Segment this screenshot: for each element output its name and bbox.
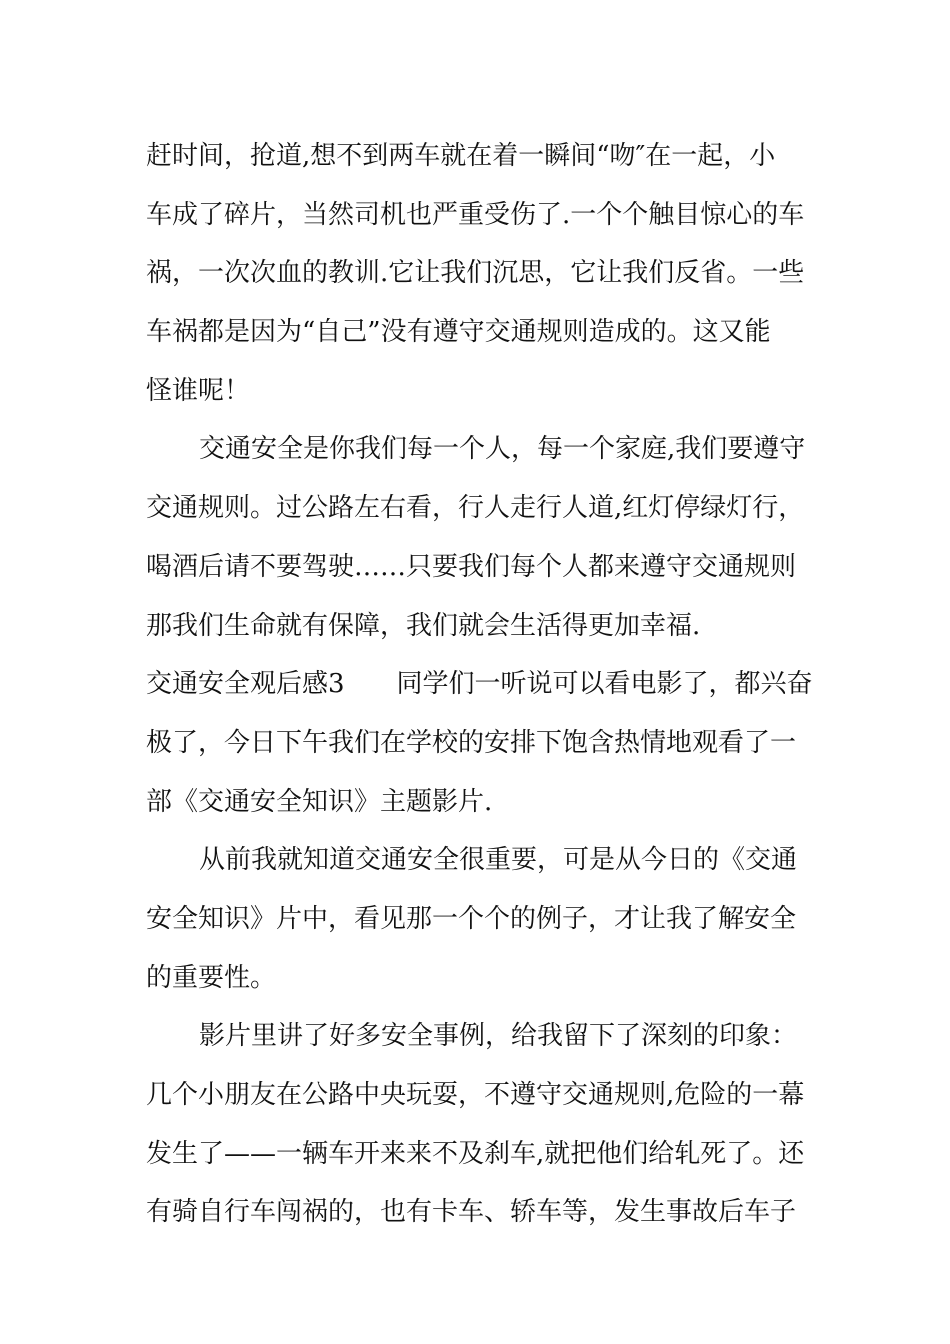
text-line: 怪谁呢！ — [146, 375, 251, 406]
text-line-indented: 影片里讲了好多安全事例，给我留下了深刻的印象： — [199, 1021, 798, 1052]
text-line-indented: 从前我就知道交通安全很重要，可是从今日的《交通 — [199, 845, 798, 876]
section-heading-line — [146, 655, 813, 714]
text-line: 喝酒后请不要驾驶……只要我们每个人都来遵守交通规则 — [146, 551, 797, 582]
text-line: 交通规则。过公路左右看，行人走行人道,红灯停绿灯行， — [146, 493, 805, 524]
text-line: 安全知识》片中，看见那一个个的例子，才让我了解安全 — [146, 903, 797, 934]
text-line: 有骑自行车闯祸的，也有卡车、轿车等，发生事故后车子 — [146, 1197, 797, 1228]
text-line: 的重要性。 — [146, 962, 277, 993]
text-line-indented: 交通安全是你我们每一个人，每一个家庭,我们要遵守 — [199, 434, 806, 465]
text-line: 极了，今日下午我们在学校的安排下饱含热情地观看了一 — [146, 727, 797, 758]
text-line: 发生了——一辆车开来来不及刹车,就把他们给轧死了。还 — [146, 1138, 805, 1169]
text-line: 车祸都是因为“自己”没有遵守交通规则造成的。这又能 — [146, 317, 771, 348]
text-line: 那我们生命就有保障，我们就会生活得更加幸福. — [146, 610, 701, 641]
text-line: 部《交通安全知识》主题影片. — [146, 786, 493, 817]
text-line: 赶时间，抢道,想不到两车就在着一瞬间“吻″在一起，小 — [146, 141, 776, 171]
document-page — [146, 127, 813, 1242]
section-first-text: 同学们一听说可以看电影了，都兴奋 — [396, 669, 813, 700]
text-line: 车成了碎片，当然司机也严重受伤了.一个个触目惊心的车 — [146, 199, 805, 230]
text-line: 祸，一次次血的教训.它让我们沉思，它让我们反省。一些 — [146, 258, 805, 289]
text-line: 几个小朋友在公路中央玩耍，不遵守交通规则,危险的一幕 — [146, 1080, 805, 1110]
section-heading: 交通安全观后感3 — [146, 669, 345, 700]
